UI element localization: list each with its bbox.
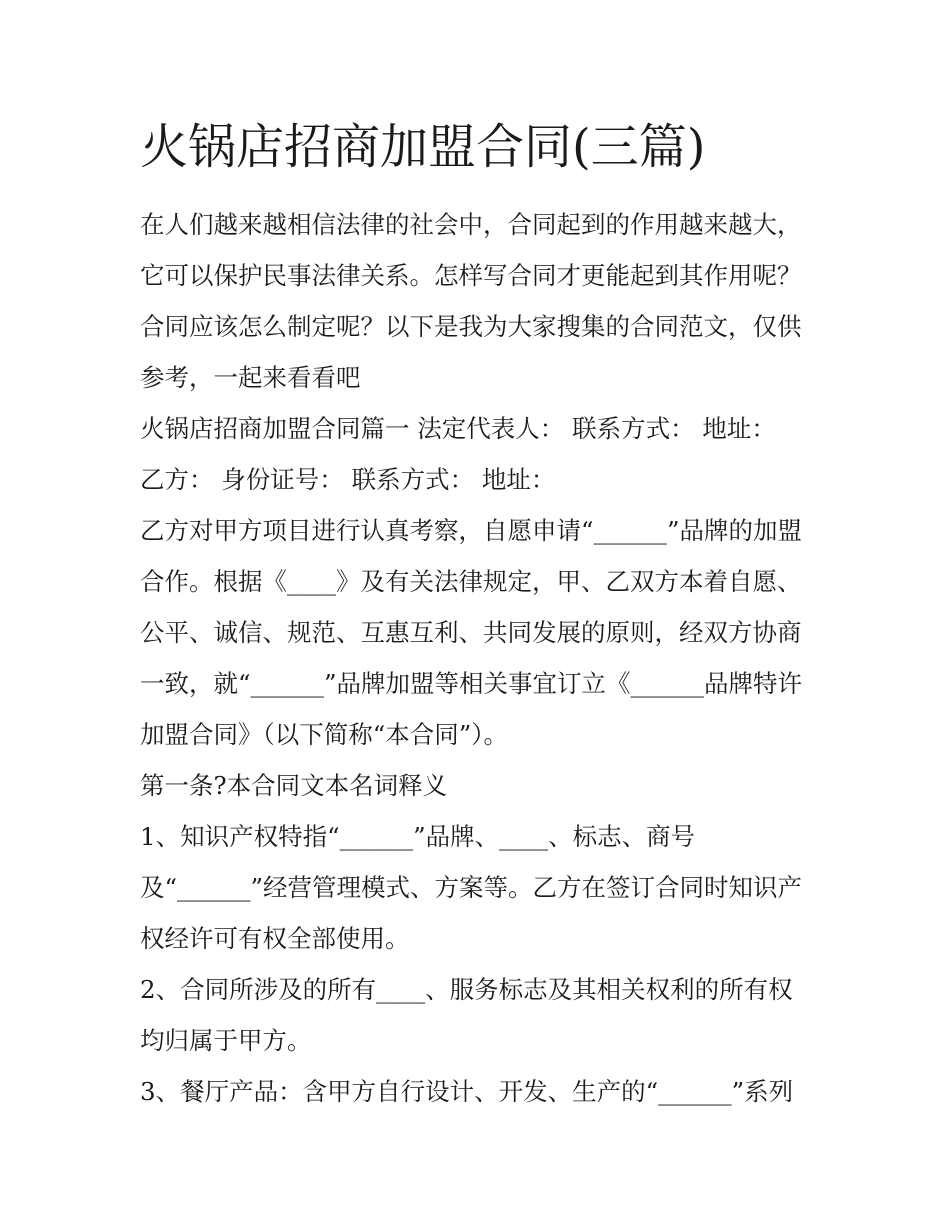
clause-line: 均归属于甲方。	[140, 1026, 312, 1055]
body-line: 一致，就“______”品牌加盟等相关事宜订立《______品牌特许	[140, 669, 803, 698]
body-line: 乙方对甲方项目进行认真考察，自愿申请“______”品牌的加盟	[140, 516, 803, 545]
document-body	[140, 199, 820, 1117]
document-title: 火锅店招商加盟合同(三篇)	[140, 119, 706, 175]
section-heading-line: 火锅店招商加盟合同篇一 法定代表人： 联系方式： 地址：	[140, 414, 776, 443]
body-line: 公平、诚信、规范、互惠互利、共同发展的原则，经双方协商	[140, 618, 802, 647]
clause-line: 3、餐厅产品：含甲方自行设计、开发、生产的“______”系列	[140, 1077, 794, 1106]
body-line: 参考，一起来看看吧	[140, 363, 361, 392]
clause-line: 权经许可有权全部使用。	[140, 924, 410, 953]
body-line: 加盟合同》（以下简称“本合同”）。	[140, 720, 509, 749]
body-line: 乙方： 身份证号： 联系方式： 地址：	[140, 465, 556, 494]
clause-line: 及“______”经营管理模式、方案等。乙方在签订合同时知识产	[140, 873, 803, 902]
article-heading-line: 第一条?本合同文本名词释义	[140, 771, 448, 800]
clause-line: 1、知识产权特指“______”品牌、____、标志、商号	[140, 822, 696, 851]
body-line: 在人们越来越相信法律的社会中，合同起到的作用越来越大，	[140, 210, 802, 239]
body-line: 它可以保护民事法律关系。怎样写合同才更能起到其作用呢？	[140, 261, 802, 290]
clause-line: 2、合同所涉及的所有____、服务标志及其相关权利的所有权	[140, 975, 793, 1004]
body-line: 合作。根据《____》及有关法律规定，甲、乙双方本着自愿、	[140, 567, 802, 596]
body-line: 合同应该怎么制定呢？以下是我为大家搜集的合同范文，仅供	[140, 312, 802, 341]
